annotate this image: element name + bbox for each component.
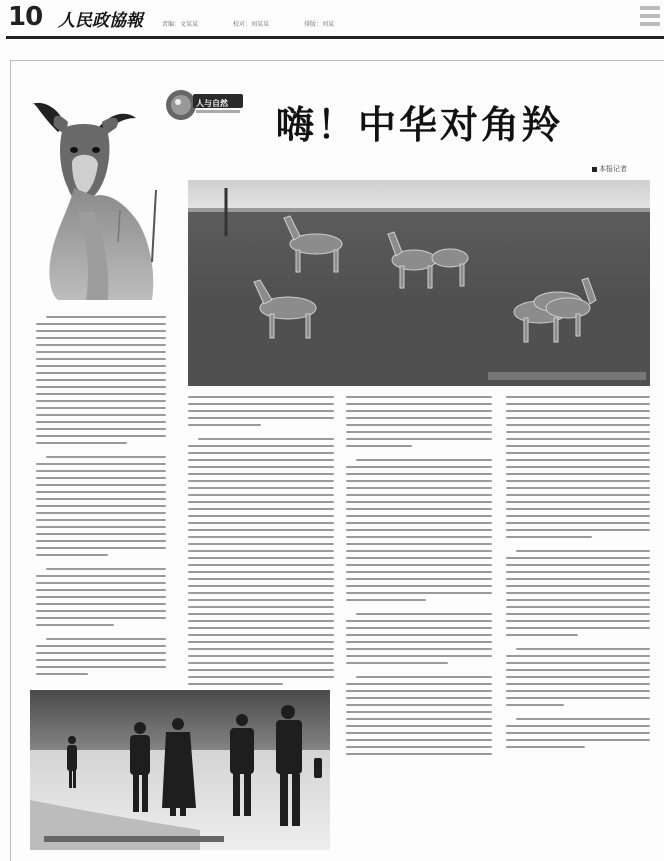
- people-group-photo: [30, 690, 330, 850]
- text-column-4: [506, 396, 650, 753]
- column-logo-subline: [196, 110, 240, 113]
- column-logo-label: 人与自然: [196, 99, 228, 108]
- page-number: 10: [8, 2, 43, 32]
- header-date-block: [640, 6, 660, 30]
- newspaper-name: 人民政協報: [58, 11, 143, 31]
- antelope-illustration: [28, 92, 168, 302]
- byline: 本报记者: [592, 164, 627, 174]
- header-rule: [6, 36, 664, 39]
- editor-credit: 责编：文某某: [162, 21, 199, 28]
- text-column-3: [346, 396, 492, 760]
- text-column-2: [188, 396, 334, 690]
- headline: 嗨！中华对角羚: [276, 102, 564, 147]
- proofreader-credit: 校对：刘某某: [233, 21, 270, 28]
- newspaper-header: [0, 0, 664, 42]
- antelope-herd-photo: [188, 180, 650, 386]
- text-column-1: [36, 316, 166, 680]
- layout-credit: 排版：刘某: [304, 21, 335, 28]
